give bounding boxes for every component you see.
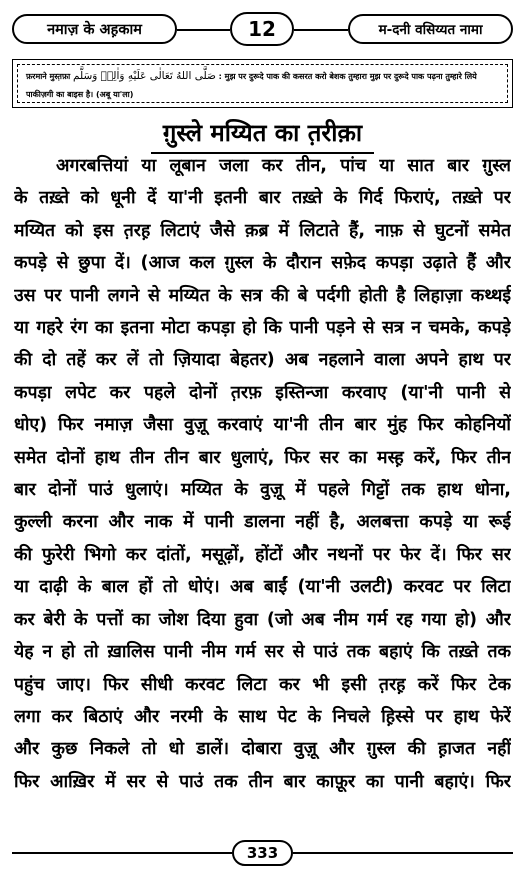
body-line: अगरबत्तियां या लूबान जला कर तीन, पांच या सात बार ग़ुस्ल	[56, 156, 511, 176]
notice-arabic-blessing: صَلَّى اللهُ تَعَالٰى عَلَيْهِ وَاٰلِهٖ وَسَلَّم	[73, 70, 216, 82]
notice-label: फ़रमाने मुस्त़फ़ा	[26, 72, 71, 81]
footer-divider-left	[12, 852, 232, 854]
body-paragraph	[14, 150, 511, 798]
body-line: लगा कर बिठाएं और नरमी के साथ पेट के निचले ह़िस्से पर हाथ फेरें	[14, 706, 511, 727]
body-line: या दाढ़ी के बाल हों तो धोएं। अब बाईं (या'नी उलटी) करवट पर लिटा	[14, 577, 511, 598]
body-line: की फुरेरी भिगो कर दांतों, मसूढ़ों, होंटों और नथनों पर फेर दें। फिर सर	[14, 544, 511, 565]
body-line: कुल्ली करना और नाक में पानी डालना नहीं है, अलबत्ता कपड़े या रूई	[14, 512, 511, 533]
body-line: कर बेरी के पत्तों का जोश दिया हुवा (जो अब नीम गर्म रह गया हो) और	[14, 609, 511, 630]
notice-source: (अबू या'ला)	[95, 90, 134, 99]
page-number-badge: 12	[230, 12, 294, 46]
hadith-notice-text	[17, 64, 508, 103]
body-line: कपड़े से छुपा दें। (आज कल ग़ुस्ल के दौरान सफ़ेद कपड़ा उढ़ाते हैं और	[14, 253, 511, 274]
body-line: पहुंच जाए। फिर सीधी करवट लिटा कर भी इसी त़रह़ करें फिर टेक	[14, 674, 511, 695]
body-line: उस पर पानी लगने से मय्यित के सत्र की बे पर्दगी होती है लिहाज़ा कथ्थई	[14, 285, 511, 306]
book-title-badge: नमाज़ के अह़काम	[12, 14, 177, 44]
body-line: या गहरे रंग का इतना मोटा कपड़ा हो कि पानी पड़ने से सत्र न चमके, कपड़े	[14, 318, 511, 339]
body-line: कपड़ा लपेट कर पहले दोनों त़रफ़ इस्तिन्जा करवाए (या'नी पानी से	[14, 382, 511, 403]
chapter-title-badge: म-दनी वसिय्यत नामा	[348, 14, 513, 44]
body-line: के तख़्ते को धूनी दें या'नी इतनी बार तख़्ते के गिर्द फिराएं, तख़्ते पर	[14, 188, 511, 209]
body-line: फिर आख़िर में सर से पाउं तक तीन बार काफ़ूर का पानी बहाएं। फिर	[14, 771, 511, 792]
section-heading: ग़ुस्ले मय्यित का त़रीक़ा	[151, 118, 374, 154]
section-heading-wrap	[0, 118, 525, 154]
footer-divider-right	[293, 852, 513, 854]
header-divider-right	[294, 29, 348, 31]
body-line: बार दोनों पाउं धुलाएं। मय्यित के वुज़ू में पहले गिट्टों तक हाथ धोना,	[14, 480, 511, 501]
footer-page-number: 333	[232, 840, 293, 866]
header-divider-left	[177, 29, 230, 31]
body-line: की दो तहें कर लें तो ज़ियादा बेहतर) अब नहलाने वाला अपने हाथ पर	[14, 350, 511, 371]
notice-body: : मुझ पर दुरूदे पाक की कसरत करो बेशक तुम्हारा मुझ पर दुरूदे पाक पढ़ना तुम्हारे लिये पाकीज़गी का बाइस है।	[26, 72, 477, 99]
hadith-notice-box	[12, 59, 513, 108]
body-line: धोए) फिर नमाज़ जैसा वुज़ू करवाएं या'नी तीन बार मुंह फिर कोहनियों	[14, 415, 511, 436]
body-line: मय्यित को इस त़रह़ लिटाएं जैसे क़ब्र में लिटाते हैं, नाफ़ से घुटनों समेत	[14, 220, 511, 241]
page-header	[12, 14, 513, 48]
body-line: येह न हो तो ख़ालिस पानी नीम गर्म सर से पाउं तक बहाएं कि तख़्ते तक	[14, 642, 511, 663]
body-line: और कुछ निकले तो धो डालें। दोबारा वुज़ू और ग़ुस्ल की ह़ाजत नहीं	[14, 739, 511, 760]
body-line: समेत दोनों हाथ तीन तीन बार धुलाएं, फिर सर का मस्ह़ करें, फिर तीन	[14, 447, 511, 468]
